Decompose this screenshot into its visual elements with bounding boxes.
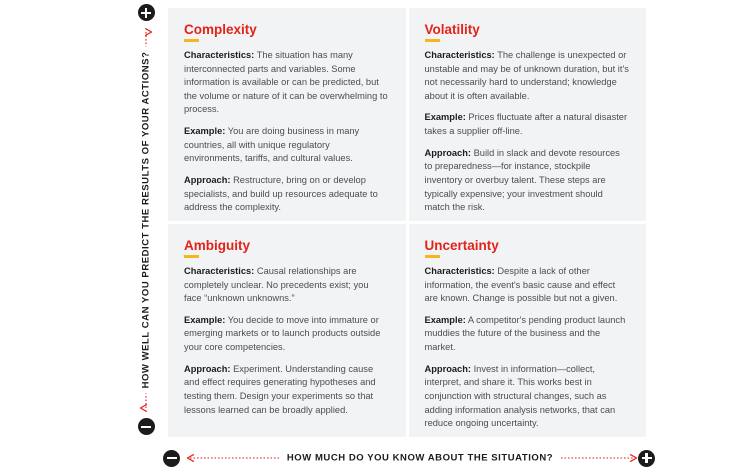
characteristics-label: Characteristics: bbox=[184, 265, 255, 276]
ambiguity-characteristics bbox=[184, 265, 389, 306]
approach-label: Approach: bbox=[184, 363, 231, 374]
quadrant-title-complexity: Complexity bbox=[184, 23, 257, 42]
characteristics-label: Characteristics: bbox=[424, 49, 495, 60]
characteristics-label: Characteristics: bbox=[184, 49, 255, 60]
plus-vertical-stroke bbox=[145, 8, 147, 18]
quadrant-title-ambiguity: Ambiguity bbox=[184, 239, 250, 258]
y-axis bbox=[128, 0, 164, 440]
x-axis bbox=[160, 446, 680, 470]
matrix-grid bbox=[168, 8, 646, 437]
y-axis-label: HOW WELL CAN YOU PREDICT THE RESULTS OF YOUR ACTIONS? bbox=[138, 47, 155, 394]
minus-horizontal-stroke bbox=[141, 426, 151, 428]
example-text: You decide to move into immature or emerging markets or to launch products outside your core competencies. bbox=[184, 314, 381, 353]
example-text: You are doing business in many countries, all with unique regulatory environments, tariffs, and cultural values. bbox=[184, 126, 360, 164]
example-label: Example: bbox=[424, 112, 466, 123]
y-axis-minus-badge-icon bbox=[138, 418, 155, 435]
uncertainty-approach bbox=[425, 363, 630, 431]
characteristics-text: Causal relationships are completely unclear. No precedents exist; you face “unknown unknowns.” bbox=[184, 265, 369, 304]
example-label: Example: bbox=[424, 314, 466, 325]
y-axis-plus-badge-icon bbox=[138, 4, 155, 21]
volatility-approach bbox=[425, 147, 630, 215]
quadrant-title-uncertainty: Uncertainty bbox=[425, 239, 499, 258]
quadrant-ambiguity bbox=[168, 224, 406, 437]
complexity-characteristics bbox=[184, 49, 389, 117]
ambiguity-approach bbox=[184, 363, 389, 418]
x-axis-minus-badge-icon bbox=[163, 450, 180, 467]
minus-horizontal-stroke bbox=[167, 457, 177, 459]
quadrant-complexity bbox=[168, 8, 406, 221]
x-axis-label: HOW MUCH DO YOU KNOW ABOUT THE SITUATION? bbox=[280, 450, 560, 467]
approach-text: Restructure, bring on or develop specialists, and build up resources adequate to address the complexity. bbox=[184, 175, 378, 213]
quadrant-volatility bbox=[409, 8, 647, 221]
approach-text: Invest in information—collect, interpret, and share it. This works best in conjunction with structural changes, such as adding information analysis networks, that can reduce ongoing uncertainty. bbox=[424, 363, 616, 429]
ambiguity-example bbox=[184, 314, 389, 355]
example-text: A competitor's pending product launch muddies the future of the business and the market. bbox=[424, 314, 626, 353]
characteristics-text: Despite a lack of other information, the event's basic cause and effect are known. Change is possible but not a given. bbox=[424, 265, 618, 304]
uncertainty-characteristics bbox=[425, 265, 630, 306]
complexity-approach bbox=[184, 174, 389, 215]
approach-label: Approach: bbox=[424, 147, 471, 158]
quadrant-uncertainty bbox=[409, 224, 647, 437]
approach-text: Build in slack and devote resources to preparedness—for instance, stockpile inventory or overbuy talent. These steps are typically expensive; your investment should match the risk. bbox=[424, 147, 620, 213]
characteristics-text: The situation has many interconnected parts and variables. Some information is available or can be predicted, but the volume or nature of it can be overwhelming to process. bbox=[184, 49, 388, 115]
example-text: Prices fluctuate after a natural disaster takes a supplier off-line. bbox=[424, 112, 628, 137]
quadrant-title-volatility: Volatility bbox=[425, 23, 480, 42]
approach-label: Approach: bbox=[184, 175, 231, 186]
approach-label: Approach: bbox=[424, 363, 471, 374]
complexity-example bbox=[184, 125, 389, 166]
characteristics-label: Characteristics: bbox=[424, 265, 495, 276]
uncertainty-example bbox=[425, 314, 630, 355]
example-label: Example: bbox=[184, 126, 226, 137]
volatility-example bbox=[425, 111, 630, 138]
example-label: Example: bbox=[184, 314, 226, 325]
volatility-characteristics bbox=[425, 49, 630, 104]
approach-text: Experiment. Understanding cause and effect requires generating hypotheses and testing them. Design your experiments so that lessons learned can be broadly applied. bbox=[184, 363, 376, 415]
plus-vertical-stroke bbox=[645, 453, 647, 463]
characteristics-text: The challenge is unexpected or unstable and may be of unknown duration, but it's not necessarily hard to understand; knowledge about it is often available. bbox=[424, 49, 629, 101]
x-axis-plus-badge-icon bbox=[638, 450, 655, 467]
